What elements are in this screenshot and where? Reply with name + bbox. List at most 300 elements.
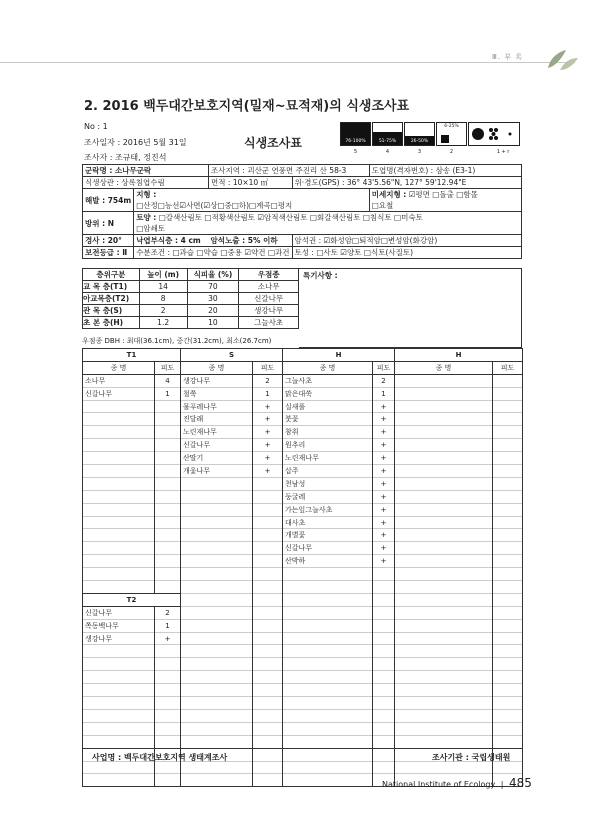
empty-cell xyxy=(155,684,181,697)
empty-cell xyxy=(283,645,373,658)
surveyors: 조사자 : 조규태, 정진석 xyxy=(84,153,167,162)
empty-cell xyxy=(395,542,493,555)
empty-cell xyxy=(493,490,523,503)
slope: 경사 : 20° xyxy=(83,235,134,247)
empty-cell xyxy=(395,413,493,426)
empty-cell xyxy=(253,761,283,774)
empty-cell xyxy=(395,387,493,400)
empty-cell xyxy=(283,761,373,774)
empty-cell xyxy=(155,671,181,684)
empty-cell xyxy=(373,593,395,606)
empty-cell xyxy=(181,774,253,787)
empty-cell xyxy=(395,568,493,581)
empty-cell xyxy=(155,555,181,568)
empty-cell xyxy=(253,774,283,787)
empty-cell xyxy=(253,606,283,619)
empty-cell xyxy=(373,709,395,722)
empty-cell xyxy=(283,619,373,632)
col-species: 종 명 xyxy=(395,361,493,374)
institute-name: National Institute of Ecology xyxy=(382,780,496,789)
table-row xyxy=(83,671,523,684)
table-row xyxy=(83,426,523,439)
empty-cell xyxy=(493,516,523,529)
empty-cell xyxy=(181,568,253,581)
empty-cell xyxy=(83,413,155,426)
dominant-dbh: 우점종 DBH : 최대(36.1cm), 중간(31.2cm), 최소(26.7cm) xyxy=(82,337,272,345)
empty-cell xyxy=(283,684,373,697)
species-cover: + xyxy=(373,400,395,413)
table-row xyxy=(83,374,523,387)
empty-cell xyxy=(395,581,493,594)
empty-cell xyxy=(83,709,155,722)
empty-cell xyxy=(395,684,493,697)
species-cover: + xyxy=(373,516,395,529)
empty-cell xyxy=(253,645,283,658)
empty-cell xyxy=(283,606,373,619)
col-species: 종 명 xyxy=(283,361,373,374)
empty-cell xyxy=(373,568,395,581)
species-name: 산딸기 xyxy=(181,452,253,465)
empty-cell xyxy=(395,619,493,632)
species-cover: 2 xyxy=(373,374,395,387)
empty-cell xyxy=(493,722,523,735)
rock-exposure: 암석노출 : 5% 이하 xyxy=(209,235,292,247)
table-row xyxy=(83,387,523,400)
empty-cell xyxy=(283,658,373,671)
col-cover: 피도 xyxy=(373,361,395,374)
group-s: S xyxy=(181,349,283,362)
table-row xyxy=(83,568,523,581)
empty-cell xyxy=(181,722,253,735)
terrain-options: □산정□능선☑사면(☑상□중□하)□계곡□평지 xyxy=(134,200,370,212)
litter-layer: 낙엽부식층 : 4 cm xyxy=(134,235,209,247)
empty-cell xyxy=(283,593,373,606)
empty-cell xyxy=(395,516,493,529)
empty-cell xyxy=(83,555,155,568)
table-row xyxy=(83,581,523,594)
form-title: 식생조사표 xyxy=(244,136,302,150)
species-cover: + xyxy=(253,452,283,465)
soil-type: 토양 : □갈색산림토 □적황색산림토 ☑암적색산림토 □회갈색산림토 □침식토 □미숙토 xyxy=(134,212,522,224)
empty-cell xyxy=(253,490,283,503)
empty-cell xyxy=(83,735,155,748)
species-cover: + xyxy=(253,465,283,478)
species-cover: 1 xyxy=(253,387,283,400)
empty-cell xyxy=(283,774,373,787)
species-cover: + xyxy=(373,529,395,542)
empty-cell xyxy=(493,632,523,645)
species-name: 둥굴레 xyxy=(283,490,373,503)
table-row xyxy=(83,593,523,606)
survey-agency: 조사기관 : 국립생태원 xyxy=(432,753,511,762)
legend-num-3: 3 xyxy=(417,149,422,155)
empty-cell xyxy=(283,581,373,594)
species-cover: 1 xyxy=(155,387,181,400)
table-row xyxy=(83,697,523,710)
altitude: 해발 : 754m xyxy=(83,189,134,212)
empty-cell xyxy=(253,709,283,722)
empty-cell xyxy=(83,722,155,735)
leaf-decoration-icon xyxy=(540,44,580,74)
empty-cell xyxy=(83,581,155,594)
legend-num-2: 2 xyxy=(449,149,454,155)
table-row xyxy=(83,503,523,516)
empty-cell xyxy=(373,581,395,594)
species-name: 노린재나무 xyxy=(181,426,253,439)
page-title: 2. 2016 백두대간보호지역(밀재~묘적재)의 식생조사표 xyxy=(84,99,410,114)
empty-cell xyxy=(395,490,493,503)
empty-cell xyxy=(181,593,253,606)
empty-cell xyxy=(373,671,395,684)
empty-cell xyxy=(155,465,181,478)
table-row xyxy=(83,658,523,671)
legend-num-5: 5 xyxy=(353,149,358,155)
empty-cell xyxy=(181,503,253,516)
empty-cell xyxy=(253,568,283,581)
empty-cell xyxy=(83,645,155,658)
species-cover: 2 xyxy=(253,374,283,387)
species-table xyxy=(82,348,523,787)
empty-cell xyxy=(83,426,155,439)
soil-type-extra: □암쇄토 xyxy=(134,223,522,235)
empty-cell xyxy=(253,593,283,606)
species-cover: 1 xyxy=(373,387,395,400)
empty-cell xyxy=(181,709,253,722)
empty-cell xyxy=(253,516,283,529)
species-cover: + xyxy=(373,413,395,426)
legend-symbols-icon xyxy=(469,123,519,145)
empty-cell xyxy=(373,697,395,710)
empty-cell xyxy=(83,400,155,413)
species-name: 생강나무 xyxy=(181,374,253,387)
empty-cell xyxy=(155,529,181,542)
empty-cell xyxy=(181,581,253,594)
empty-cell xyxy=(283,697,373,710)
table-row xyxy=(83,439,523,452)
empty-cell xyxy=(181,735,253,748)
footer-rule xyxy=(82,748,522,749)
empty-cell xyxy=(493,400,523,413)
empty-cell xyxy=(373,761,395,774)
empty-cell xyxy=(181,619,253,632)
table-row xyxy=(83,477,523,490)
layer-header: 층위구분 xyxy=(83,269,140,281)
dominant-header: 우점종 xyxy=(239,269,299,281)
empty-cell xyxy=(493,735,523,748)
species-cover: + xyxy=(155,632,181,645)
empty-cell xyxy=(83,490,155,503)
empty-cell xyxy=(83,697,155,710)
header-rule xyxy=(0,62,575,63)
empty-cell xyxy=(493,619,523,632)
empty-cell xyxy=(181,645,253,658)
empty-cell xyxy=(493,709,523,722)
group-h2: H xyxy=(395,349,523,362)
terrain-label: 지형 : xyxy=(134,189,370,201)
empty-cell xyxy=(181,684,253,697)
empty-cell xyxy=(493,645,523,658)
table-row xyxy=(83,684,523,697)
legend-num-1: 1 + r xyxy=(496,149,510,155)
empty-cell xyxy=(283,748,373,761)
species-cover: + xyxy=(373,542,395,555)
species-name: 맑은대쑥 xyxy=(283,387,373,400)
species-name: 노린재나무 xyxy=(283,452,373,465)
species-cover: 1 xyxy=(155,619,181,632)
group-h: H xyxy=(283,349,395,362)
table-row xyxy=(83,452,523,465)
table-row xyxy=(83,490,523,503)
empty-cell xyxy=(181,555,253,568)
species-cover: + xyxy=(253,426,283,439)
empty-cell xyxy=(395,529,493,542)
micro-terrain: 미세지형 : ☑평면 □돌출 □함몰 xyxy=(369,189,521,201)
layer-row: 관 목 층(S) 2 20 생강나무 xyxy=(83,305,299,317)
species-cover: 2 xyxy=(155,606,181,619)
layer-row: 교 목 층(T1) 14 70 소나무 xyxy=(83,281,299,293)
empty-cell xyxy=(155,722,181,735)
table-row xyxy=(83,645,523,658)
species-cover: + xyxy=(373,426,395,439)
survey-date: 조사일자 : 2016년 5월 31일 xyxy=(84,138,187,147)
species-cover: 4 xyxy=(155,374,181,387)
species-name: 생강나무 xyxy=(83,632,155,645)
empty-cell xyxy=(253,529,283,542)
empty-cell xyxy=(395,465,493,478)
empty-cell xyxy=(493,387,523,400)
species-name: 쪽동백나무 xyxy=(83,619,155,632)
empty-cell xyxy=(253,684,283,697)
species-cover: + xyxy=(253,400,283,413)
empty-cell xyxy=(493,374,523,387)
species-name: 붓꽃 xyxy=(283,413,373,426)
empty-cell xyxy=(253,735,283,748)
table-row xyxy=(83,735,523,748)
empty-cell xyxy=(395,632,493,645)
survey-no: No : 1 xyxy=(84,122,108,131)
species-name: 원추리 xyxy=(283,439,373,452)
empty-cell xyxy=(83,568,155,581)
empty-cell xyxy=(373,722,395,735)
empty-cell xyxy=(395,555,493,568)
species-cover: + xyxy=(373,477,395,490)
species-name: 개옻나무 xyxy=(181,465,253,478)
empty-cell xyxy=(283,722,373,735)
empty-cell xyxy=(395,426,493,439)
empty-cell xyxy=(395,722,493,735)
empty-cell xyxy=(395,477,493,490)
empty-cell xyxy=(83,529,155,542)
empty-cell xyxy=(395,439,493,452)
species-name: 삽주 xyxy=(283,465,373,478)
empty-cell xyxy=(83,477,155,490)
empty-cell xyxy=(83,658,155,671)
empty-cell xyxy=(395,697,493,710)
table-row xyxy=(83,555,523,568)
empty-cell xyxy=(493,465,523,478)
empty-cell xyxy=(253,503,283,516)
species-name: 신갈나무 xyxy=(181,439,253,452)
empty-cell xyxy=(83,452,155,465)
empty-cell xyxy=(155,400,181,413)
empty-cell xyxy=(253,581,283,594)
empty-cell xyxy=(181,658,253,671)
empty-cell xyxy=(493,671,523,684)
species-name: 물푸레나무 xyxy=(181,400,253,413)
empty-cell xyxy=(83,671,155,684)
species-cover: + xyxy=(373,503,395,516)
empty-cell xyxy=(155,658,181,671)
soil-texture: 토성 : □사토 ☑양토 □식토(사질토) xyxy=(292,247,521,259)
empty-cell xyxy=(373,748,395,761)
species-cover: + xyxy=(253,439,283,452)
table-row xyxy=(83,709,523,722)
table-row xyxy=(83,606,523,619)
empty-cell xyxy=(181,516,253,529)
empty-cell xyxy=(155,490,181,503)
page-number: 485 xyxy=(508,776,532,790)
empty-cell xyxy=(83,439,155,452)
empty-cell xyxy=(283,632,373,645)
empty-cell xyxy=(493,593,523,606)
moisture-condition: 수분조건 : □과습 □약습 □중용 ☑약건 □과건 xyxy=(134,247,292,259)
empty-cell xyxy=(83,774,155,787)
empty-cell xyxy=(395,606,493,619)
vegetation-physiognomy: 식생상관 : 상록침엽수림 xyxy=(83,177,209,189)
layer-table xyxy=(82,268,299,329)
empty-cell xyxy=(181,542,253,555)
table-row xyxy=(83,400,523,413)
empty-cell xyxy=(283,671,373,684)
group-t1: T1 xyxy=(83,349,181,362)
species-name: 철쭉 xyxy=(181,387,253,400)
empty-cell xyxy=(181,490,253,503)
notes-label: 특기사항 : xyxy=(303,271,338,280)
empty-cell xyxy=(155,439,181,452)
empty-cell xyxy=(253,477,283,490)
empty-cell xyxy=(155,516,181,529)
empty-cell xyxy=(493,452,523,465)
table-row xyxy=(83,722,523,735)
empty-cell xyxy=(373,658,395,671)
table-row xyxy=(83,465,523,478)
empty-cell xyxy=(155,426,181,439)
layer-row: 아교목층(T2) 8 30 신갈나무 xyxy=(83,293,299,305)
col-species: 종 명 xyxy=(181,361,253,374)
species-name: 대사초 xyxy=(283,516,373,529)
project-name: 사업명 : 백두대간보호지역 생태계조사 xyxy=(92,753,228,762)
empty-cell xyxy=(493,413,523,426)
table-row xyxy=(83,516,523,529)
species-name: 진달래 xyxy=(181,413,253,426)
species-name: 산박하 xyxy=(283,555,373,568)
empty-cell xyxy=(253,542,283,555)
empty-cell xyxy=(395,658,493,671)
notes-box xyxy=(299,268,522,348)
empty-cell xyxy=(395,400,493,413)
empty-cell xyxy=(253,555,283,568)
legend-box-2: 6-25% xyxy=(436,122,467,146)
legend-box-5: 76-100% xyxy=(340,122,371,146)
empty-cell xyxy=(253,697,283,710)
empty-cell xyxy=(373,632,395,645)
empty-cell xyxy=(395,671,493,684)
empty-cell xyxy=(253,658,283,671)
cover-header: 식피율 (%) xyxy=(187,269,239,281)
layer-row: 초 본 층(H) 1.2 10 그늘사초 xyxy=(83,317,299,329)
empty-cell xyxy=(155,581,181,594)
empty-cell xyxy=(395,645,493,658)
empty-cell xyxy=(155,452,181,465)
species-name: 가는잎그늘사초 xyxy=(283,503,373,516)
empty-cell xyxy=(493,439,523,452)
empty-cell xyxy=(253,671,283,684)
empty-cell xyxy=(181,606,253,619)
empty-cell xyxy=(373,619,395,632)
empty-cell xyxy=(283,735,373,748)
empty-cell xyxy=(83,465,155,478)
empty-cell xyxy=(493,606,523,619)
species-name: 신갈나무 xyxy=(283,542,373,555)
empty-cell xyxy=(493,697,523,710)
survey-location: 조사지역 : 괴산군 연풍면 주진리 산 58-3 xyxy=(209,165,370,177)
species-name: 개별꽃 xyxy=(283,529,373,542)
empty-cell xyxy=(83,684,155,697)
empty-cell xyxy=(493,426,523,439)
species-name: 그늘사초 xyxy=(283,374,373,387)
species-cover: + xyxy=(253,413,283,426)
col-cover: 피도 xyxy=(155,361,181,374)
legend-num-4: 4 xyxy=(385,149,390,155)
conservation-grade: 보전등급 : Ⅱ xyxy=(83,247,134,259)
empty-cell xyxy=(155,774,181,787)
empty-cell xyxy=(253,619,283,632)
empty-cell xyxy=(181,697,253,710)
empty-cell xyxy=(373,645,395,658)
empty-cell xyxy=(253,748,283,761)
empty-cell xyxy=(395,593,493,606)
gps-coordinates: 위·경도(GPS) : 36° 43'5.56"N, 127° 59'12.94"E xyxy=(292,177,521,189)
col-cover: 피도 xyxy=(253,361,283,374)
empty-cell xyxy=(493,503,523,516)
empty-cell xyxy=(283,568,373,581)
empty-cell xyxy=(155,709,181,722)
table-row xyxy=(83,632,523,645)
legend-box-4: 51-75% xyxy=(372,122,403,146)
empty-cell xyxy=(155,568,181,581)
group-t2: T2 xyxy=(83,593,181,606)
col-species: 종 명 xyxy=(83,361,155,374)
empty-cell xyxy=(83,516,155,529)
species-cover: + xyxy=(373,465,395,478)
table-row xyxy=(83,542,523,555)
species-name: 신갈나무 xyxy=(83,606,155,619)
empty-cell xyxy=(155,735,181,748)
empty-cell xyxy=(181,671,253,684)
empty-cell xyxy=(493,529,523,542)
empty-cell xyxy=(181,529,253,542)
col-cover: 피도 xyxy=(493,361,523,374)
empty-cell xyxy=(395,735,493,748)
empty-cell xyxy=(395,452,493,465)
species-cover: + xyxy=(373,452,395,465)
legend-box-3: 26-50% xyxy=(404,122,435,146)
table-row xyxy=(83,619,523,632)
species-name: 소나무 xyxy=(83,374,155,387)
community-name: 군락명 : 소나무군락 xyxy=(83,165,209,177)
species-cover: + xyxy=(373,490,395,503)
empty-cell xyxy=(493,542,523,555)
